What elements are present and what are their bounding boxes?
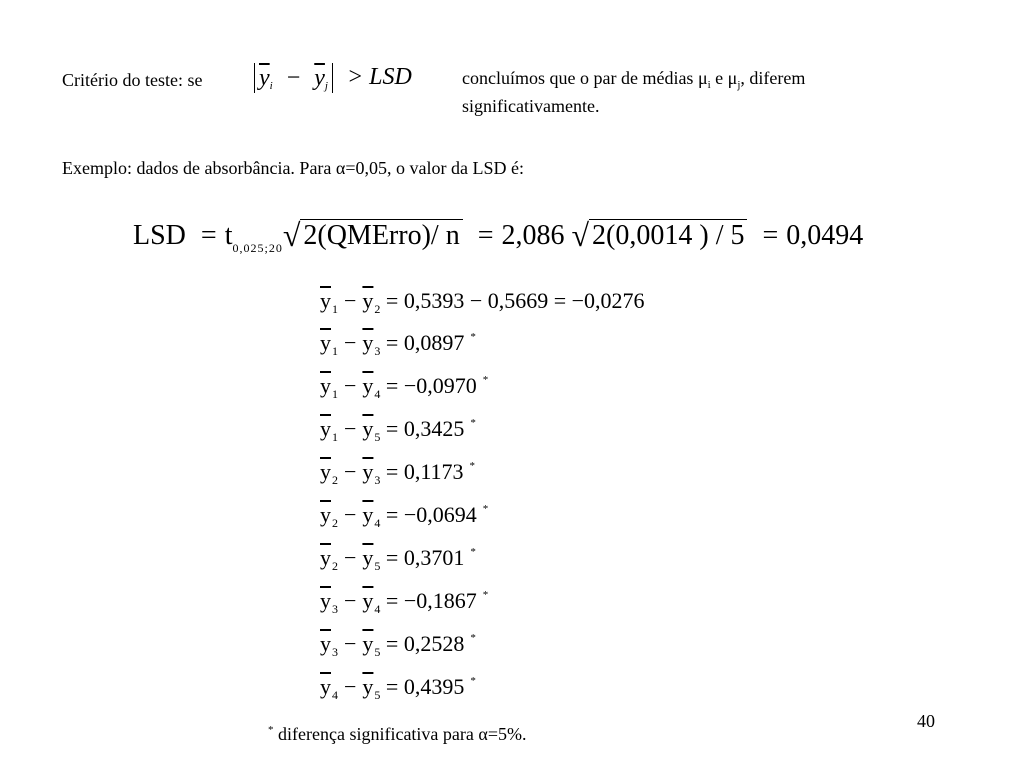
t-subscript: 0,025;20 [232, 241, 283, 255]
subscript-a: 3 [332, 602, 338, 616]
footnote [268, 719, 526, 745]
page-number: 40 [917, 711, 935, 731]
significance-mark: * [470, 546, 476, 558]
expr: = 0,0897 [385, 330, 465, 355]
comparison-3-5 [320, 625, 476, 665]
value-2086: 2,086 [501, 220, 565, 251]
radicand-2: 2(0,0014 ) / 5 [589, 219, 747, 251]
expr: = 0,3425 [385, 416, 465, 441]
absolute-value [254, 63, 333, 93]
minus: − [344, 373, 357, 398]
example-text-a: Exemplo: dados de absorbância. Para [62, 158, 336, 178]
comparison-2-5 [320, 539, 476, 579]
criterion-conclusion-line2: significativamente. [462, 96, 600, 116]
subscript-b: 5 [374, 645, 381, 659]
footnote-text: diferença significativa para [273, 724, 479, 744]
minus: − [344, 330, 357, 355]
conclusion-text-b: , diferem [740, 68, 806, 88]
minus: − [344, 502, 357, 527]
equals-sign: = [200, 220, 217, 251]
lsd-lhs: LSD [133, 220, 186, 251]
mu-subscript-j: j [737, 79, 741, 91]
t-symbol: t [224, 220, 233, 251]
minus: − [344, 674, 357, 699]
subscript-a: 4 [332, 688, 338, 702]
radical-sign-1: √ [282, 217, 301, 253]
minus: − [344, 416, 357, 441]
expr: = −0,1867 [385, 588, 477, 613]
subscript-b: 3 [374, 473, 381, 487]
subscript-b: 3 [374, 344, 381, 358]
example-line [62, 157, 524, 179]
ybar: $\overline{y}$ [362, 631, 374, 656]
subscript-a: 2 [332, 473, 338, 487]
significance-mark: * [470, 417, 476, 429]
significance-mark: * [470, 331, 476, 343]
subscript-b: 4 [374, 602, 381, 616]
y-bar-i: $\overline{y}$ [259, 65, 270, 91]
comparison-4-5 [320, 668, 476, 708]
subscript-b: 4 [374, 387, 381, 401]
comparison-1-4 [320, 367, 488, 407]
expr: = 0,1173 [385, 459, 464, 484]
significance-mark: * [482, 374, 489, 386]
alpha-symbol: α [335, 158, 346, 178]
equals-sign-3: = [762, 220, 779, 251]
ybar: $\overline{y}$ [320, 459, 331, 484]
example-text-b: =0,05, o valor da LSD é: [345, 158, 524, 178]
ybar: $\overline{y}$ [320, 502, 331, 527]
lsd-result: 0,0494 [786, 220, 864, 251]
ybar: $\overline{y}$ [320, 631, 331, 656]
subscript-b: 4 [374, 516, 381, 530]
ybar: $\overline{y}$ [362, 502, 374, 527]
mu-symbol-i: μ [697, 68, 708, 88]
comparison-1-3 [320, 324, 476, 364]
ybar: $\overline{y}$ [362, 588, 374, 613]
subscript-i: i [269, 80, 273, 92]
ybar: $\overline{y}$ [362, 416, 374, 441]
footnote-alpha: α [478, 724, 488, 744]
ybar: $\overline{y}$ [362, 288, 374, 313]
subscript-b: 5 [374, 559, 381, 573]
footnote-mark: * [268, 724, 274, 736]
minus: − [344, 545, 357, 570]
ybar: $\overline{y}$ [362, 674, 374, 699]
subscript-a: 2 [332, 516, 338, 530]
criterion-formula [254, 63, 412, 93]
comparison-1-5 [320, 410, 476, 450]
ybar: $\overline{y}$ [320, 588, 331, 613]
subscript-b: 5 [374, 688, 381, 702]
expr: = −0,0970 [385, 373, 477, 398]
comparison-1-2 [320, 282, 651, 322]
significance-mark: * [482, 589, 489, 601]
minus: − [344, 288, 357, 313]
expr: = 0,4395 [385, 674, 465, 699]
equals-sign-2: = [477, 220, 494, 251]
mu-subscript-i: i [707, 79, 711, 91]
subscript-b: 5 [374, 430, 381, 444]
subscript-a: 1 [332, 302, 338, 316]
minus: − [344, 459, 357, 484]
significance-mark: * [470, 675, 476, 687]
comparison-3-4 [320, 582, 488, 622]
sqrt-2 [571, 218, 747, 253]
minus: − [344, 631, 357, 656]
gt-lsd: > LSD [346, 63, 412, 90]
lsd-formula [133, 218, 863, 265]
ybar: $\overline{y}$ [320, 674, 331, 699]
expr: = 0,5393 − 0,5669 = −0,0276 [385, 288, 645, 313]
y-bar-j: $\overline{y}$ [314, 65, 325, 91]
comparison-2-3 [320, 453, 475, 493]
ybar: $\overline{y}$ [320, 373, 331, 398]
ybar: $\overline{y}$ [320, 330, 331, 355]
subscript-b: 2 [374, 302, 381, 316]
subscript-a: 1 [332, 344, 338, 358]
ybar: $\overline{y}$ [320, 416, 331, 441]
subscript-a: 3 [332, 645, 338, 659]
footnote-value: =5%. [487, 724, 527, 744]
minus: − [344, 588, 357, 613]
significance-mark: * [469, 460, 476, 472]
expr: = −0,0694 [385, 502, 477, 527]
conclusion-text-a: concluímos que o par de médias [462, 68, 698, 88]
criterion-prefix: Critério do teste: se [62, 70, 203, 90]
ybar: $\overline{y}$ [362, 330, 374, 355]
expr: = 0,2528 [385, 631, 465, 656]
mu-symbol-j: μ [727, 68, 738, 88]
subscript-j: j [324, 80, 328, 92]
comparison-2-4 [320, 496, 488, 536]
expr: = 0,3701 [385, 545, 465, 570]
criterion-conclusion-line1 [462, 67, 805, 96]
subscript-a: 1 [332, 430, 338, 444]
conclusion-and: e [710, 68, 728, 88]
ybar: $\overline{y}$ [362, 373, 374, 398]
subscript-a: 2 [332, 559, 338, 573]
ybar: $\overline{y}$ [362, 459, 374, 484]
minus-sign: − [286, 65, 301, 91]
sqrt-1 [283, 218, 463, 253]
significance-mark: * [470, 632, 476, 644]
subscript-a: 1 [332, 387, 338, 401]
radicand-1: 2(QMErro)/ n [300, 219, 462, 251]
significance-mark: * [482, 503, 489, 515]
radical-sign-2: √ [571, 217, 590, 253]
ybar: $\overline{y}$ [320, 545, 331, 570]
ybar: $\overline{y}$ [362, 545, 374, 570]
ybar: $\overline{y}$ [320, 288, 331, 313]
